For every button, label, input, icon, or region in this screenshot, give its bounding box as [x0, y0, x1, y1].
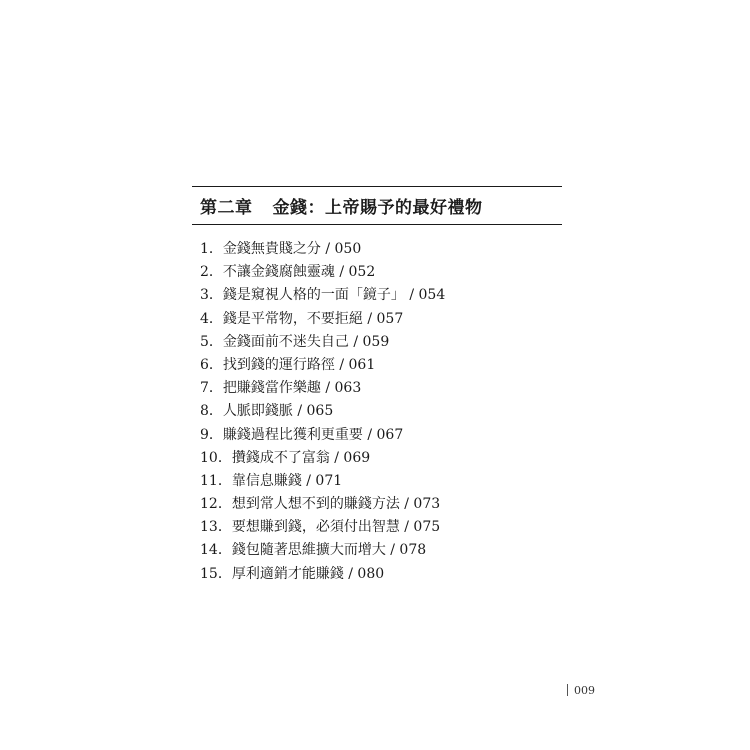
toc-entry: 8．人脈即錢脈 / 065 [200, 403, 334, 420]
toc-entry: 5．金錢面前不迷失自己 / 059 [200, 333, 390, 350]
toc-entry: 6．找到錢的運行路徑 / 061 [200, 356, 376, 373]
toc-entry: 9．賺錢過程比獲利更重要 / 067 [200, 426, 404, 443]
toc-entry: 15．厚利適銷才能賺錢 / 080 [200, 565, 385, 582]
page-number: 009 [574, 683, 595, 697]
header-rule-top [192, 186, 562, 187]
chapter-label: 第二章 [200, 197, 253, 218]
toc-entry: 2．不讓金錢腐蝕靈魂 / 052 [200, 264, 376, 281]
toc-entry: 12．想到常人想不到的賺錢方法 / 073 [200, 496, 441, 513]
toc-entry: 11．靠信息賺錢 / 071 [200, 472, 343, 489]
toc-entry: 4．錢是平常物，不要拒絕 / 057 [200, 310, 404, 327]
toc-entry: 14．錢包隨著思維擴大而增大 / 078 [200, 542, 427, 559]
table-of-contents [200, 238, 560, 586]
header-rule-bottom [192, 224, 562, 225]
toc-entry: 10．攢錢成不了富翁 / 069 [200, 449, 371, 466]
toc-entry: 7．把賺錢當作樂趣 / 063 [200, 380, 362, 397]
toc-entry: 13．要想賺到錢，必須付出智慧 / 075 [200, 519, 441, 536]
chapter-title: 金錢：上帝賜予的最好禮物 [272, 197, 483, 218]
toc-entry: 1．金錢無貴賤之分 / 050 [200, 241, 362, 257]
chapter-heading [200, 192, 483, 218]
toc-entry: 3．錢是窺視人格的一面「鏡子」 / 054 [200, 287, 446, 304]
page-folio [567, 683, 595, 697]
folio-divider [567, 684, 568, 696]
